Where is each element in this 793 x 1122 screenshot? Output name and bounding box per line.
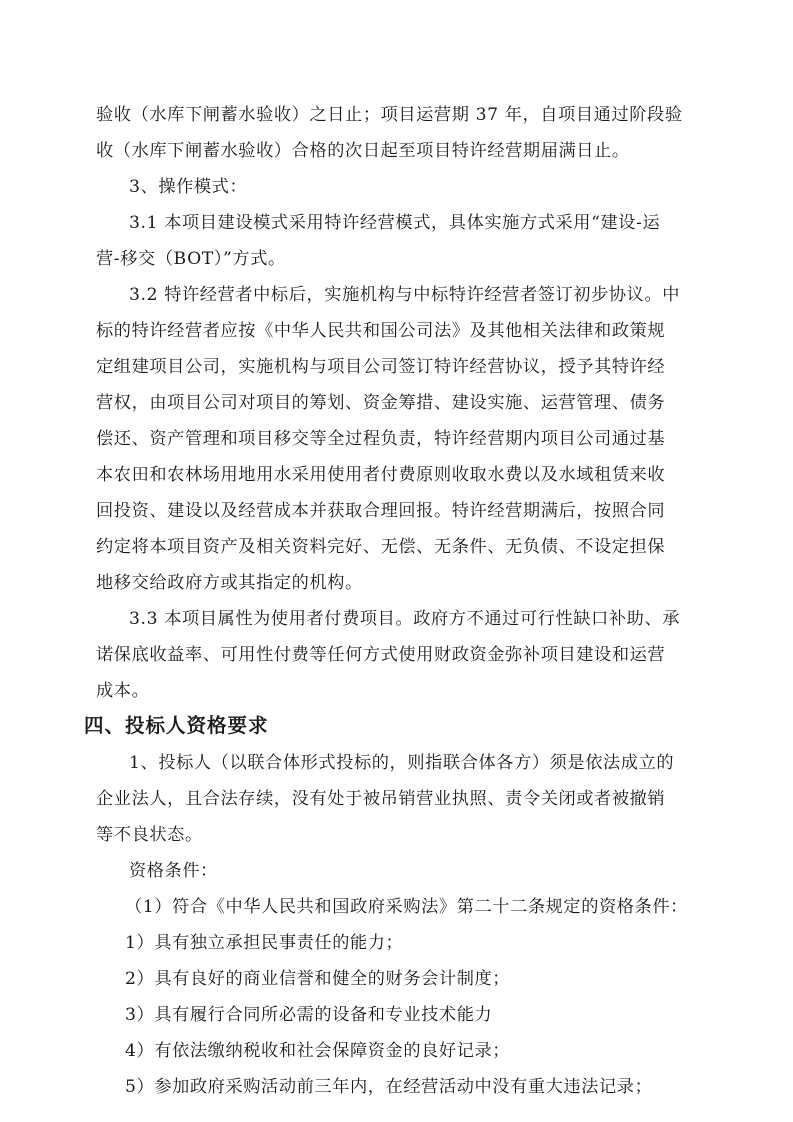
list-item: 5）参加政府采购活动前三年内，在经营活动中没有重大违法记录； <box>125 1077 653 1097</box>
paragraph-line: 偿还、资产管理和项目移交等全过程负责，特许经营期内项目公司通过基 <box>96 429 666 449</box>
paragraph-line: 地移交给政府方或其指定的机构。 <box>96 573 363 593</box>
paragraph-line: 标的特许经营者应按《中华人民共和国公司法》及其他相关法律和政策规 <box>96 321 666 341</box>
list-item: 1）具有独立承担民事责任的能力； <box>125 933 404 953</box>
paragraph-line: 本农田和农林场用地用水采用使用者付费原则收取水费以及水域租赁来收 <box>96 465 666 485</box>
paragraph-line: 定组建项目公司，实施机构与项目公司签订特许经营协议，授予其特许经 <box>96 357 666 377</box>
subsection-title: 3、操作模式： <box>129 177 248 197</box>
list-item: （1）符合《中华人民共和国政府采购法》第二十二条规定的资格条件： <box>125 897 688 917</box>
paragraph-line: 等不良状态。 <box>96 825 203 845</box>
paragraph-line: 收（水库下闸蓄水验收）合格的次日起至项目特许经营期届满日止。 <box>96 141 630 161</box>
paragraph-line: 3.3 本项目属性为使用者付费项目。政府方不通过可行性缺口补助、承 <box>129 609 681 629</box>
paragraph-line: 约定将本项目资产及相关资料完好、无偿、无条件、无负债、不设定担保 <box>96 537 666 557</box>
paragraph-line: 企业法人，且合法存续，没有处于被吊销营业执照、责令关闭或者被撤销 <box>96 789 666 809</box>
paragraph-line: 验收（水库下闸蓄水验收）之日止；项目运营期 37 年，自项目通过阶段验 <box>96 105 683 125</box>
list-item: 3）具有履行合同所必需的设备和专业技术能力 <box>125 1005 493 1025</box>
list-item: 2）具有良好的商业信誉和健全的财务会计制度； <box>125 969 511 989</box>
section-heading: 四、投标人资格要求 <box>84 714 269 737</box>
paragraph-line: 诺保底收益率、可用性付费等任何方式使用财政资金弥补项目建设和运营 <box>96 645 666 665</box>
paragraph-line: 3.1 本项目建设模式采用特许经营模式，具体实施方式采用“建设-运 <box>129 213 661 233</box>
paragraph-line: 1、投标人（以联合体形式投标的，则指联合体各方）须是依法成立的 <box>129 753 675 773</box>
paragraph-line: 回投资、建设以及经营成本并获取合理回报。特许经营期满后，按照合同 <box>96 501 666 521</box>
paragraph-line: 营权，由项目公司对项目的筹划、资金筹措、建设实施、运营管理、债务 <box>96 393 666 413</box>
paragraph-line: 3.2 特许经营者中标后，实施机构与中标特许经营者签订初步协议。中 <box>129 285 681 305</box>
list-item: 4）有依法缴纳税收和社会保障资金的良好记录； <box>125 1041 511 1061</box>
qualification-label: 资格条件： <box>129 861 218 881</box>
paragraph-line: 营-移交（BOT）”方式。 <box>96 249 286 269</box>
paragraph-line: 成本。 <box>96 681 150 701</box>
